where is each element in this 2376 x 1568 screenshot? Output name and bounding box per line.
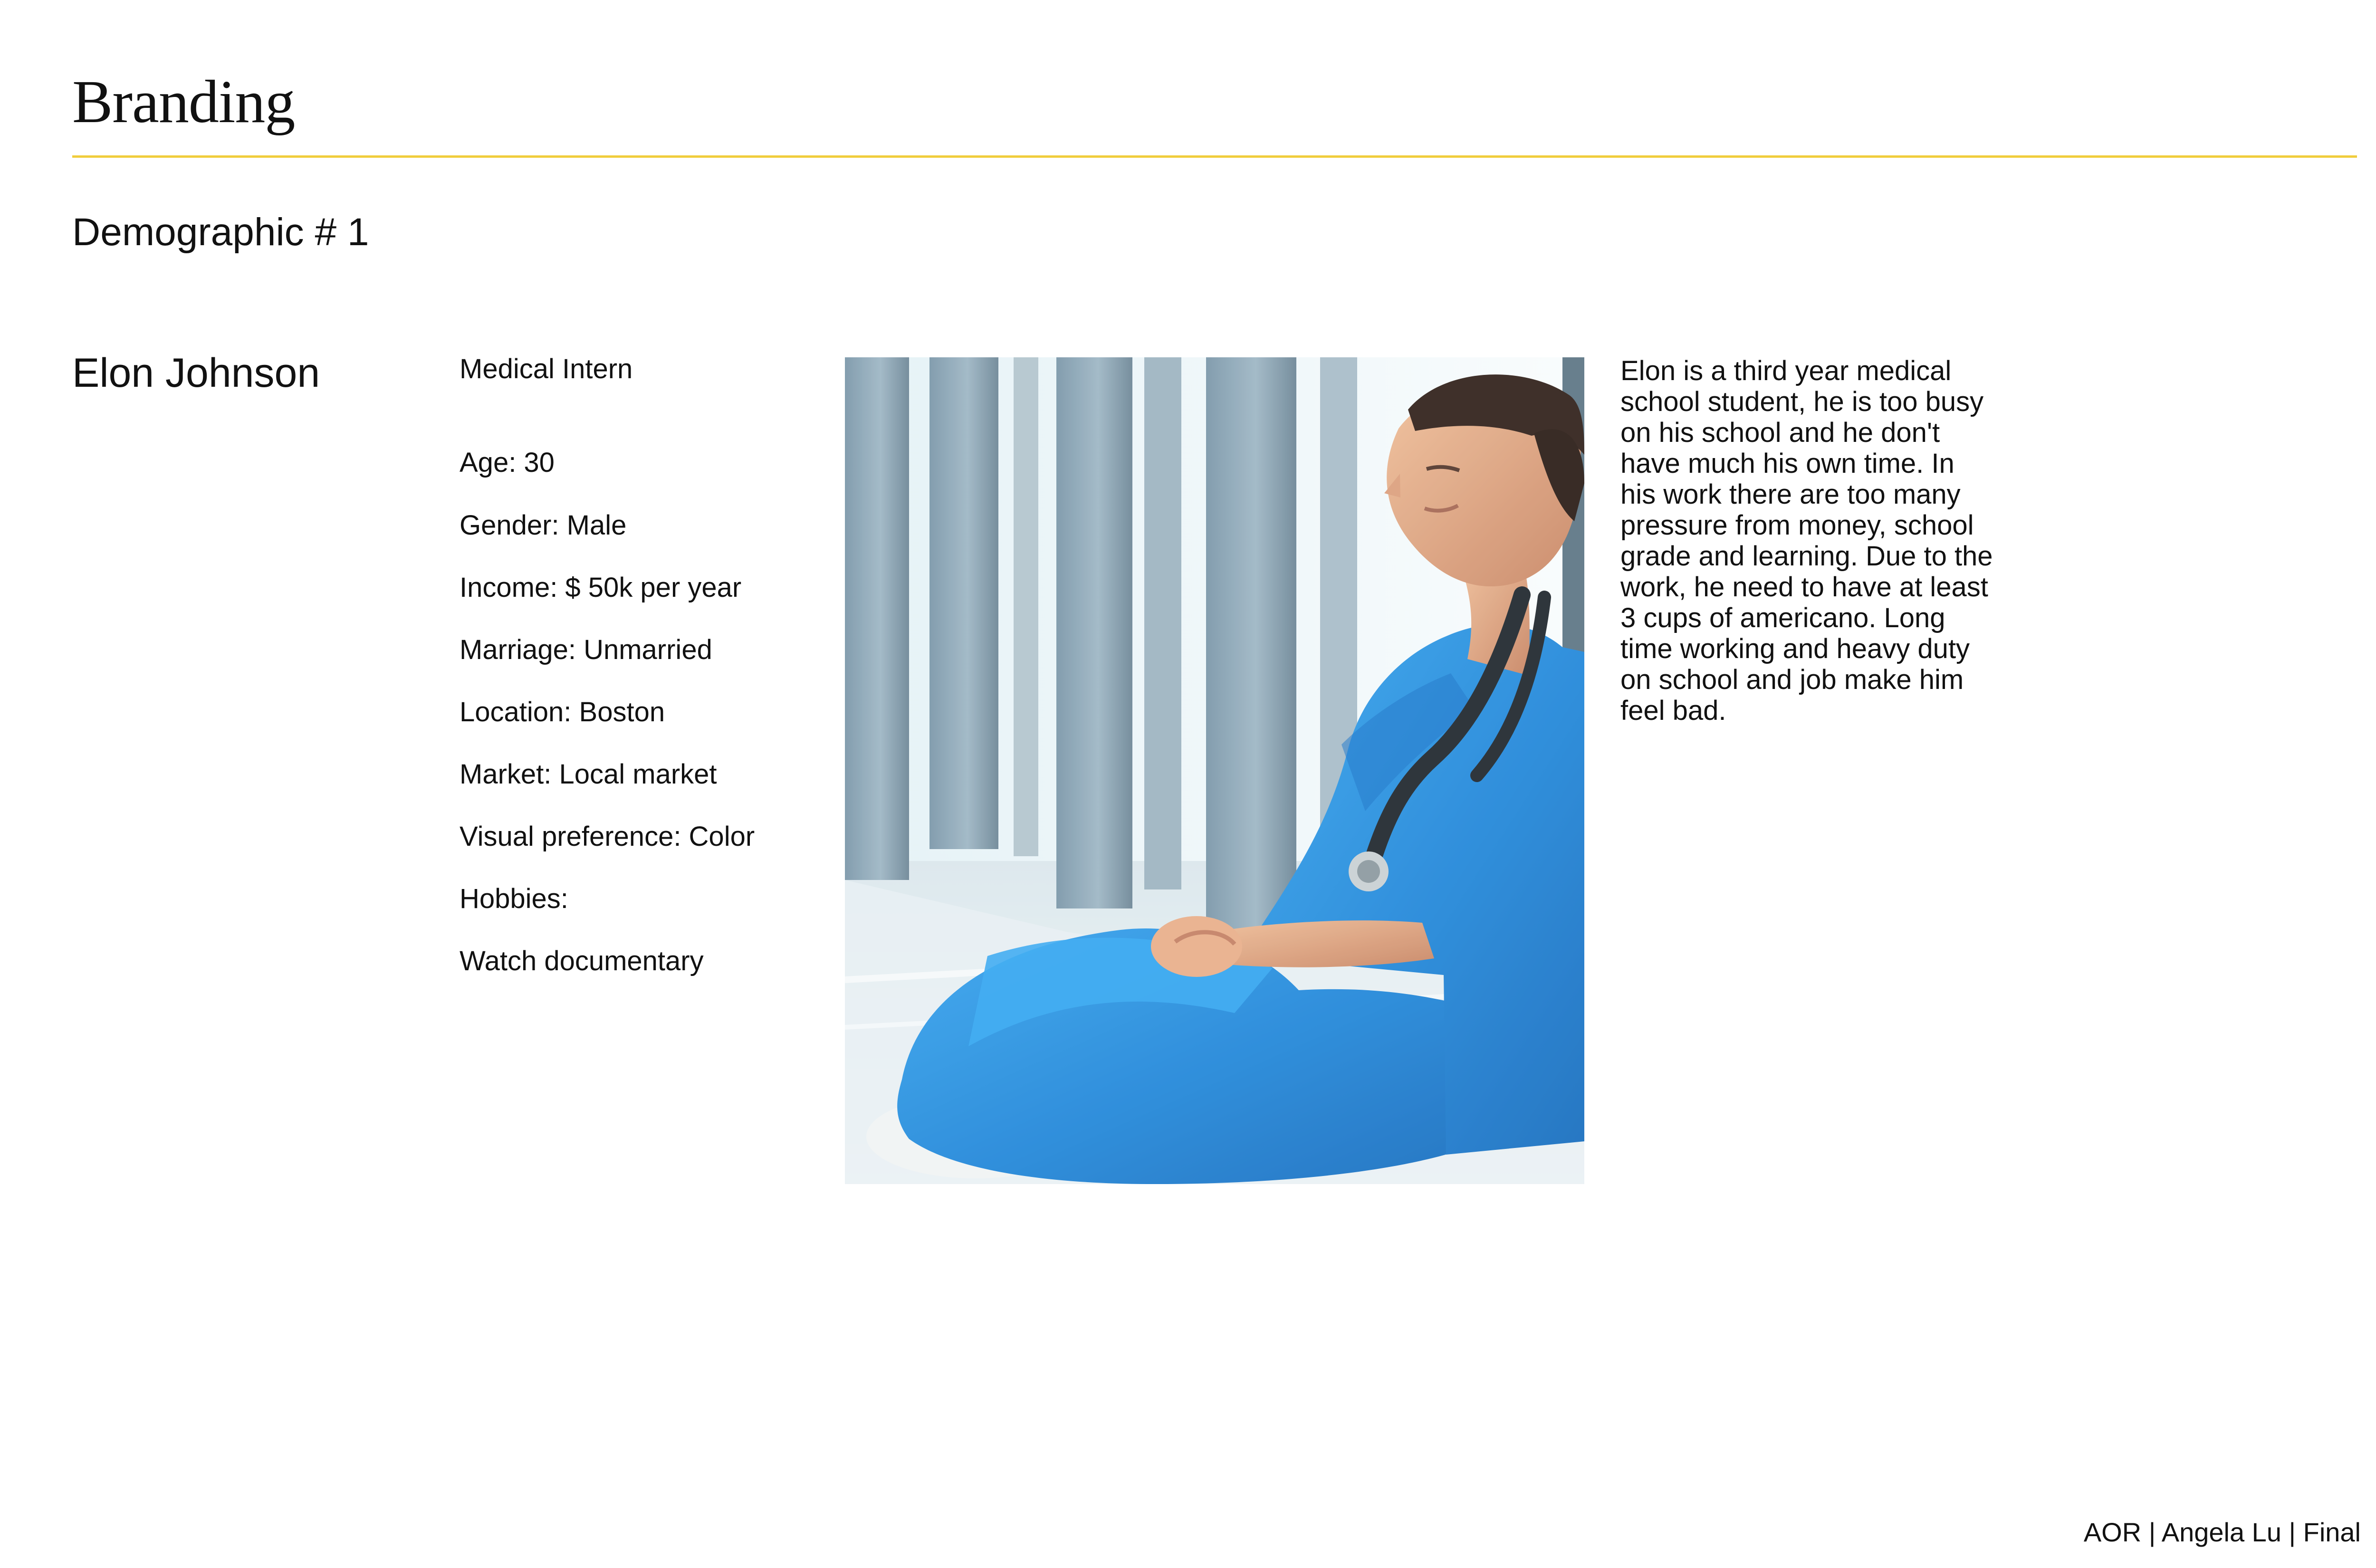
detail-visual-preference: Visual preference: Color xyxy=(460,821,755,852)
detail-hobby-value: Watch documentary xyxy=(460,946,704,976)
detail-age: Age: 30 xyxy=(460,447,555,478)
page-title: Branding xyxy=(72,68,295,135)
section-title: Demographic # 1 xyxy=(72,210,369,254)
persona-role: Medical Intern xyxy=(460,354,633,384)
detail-marriage: Marriage: Unmarried xyxy=(460,634,712,665)
persona-bio: Elon is a third year medical school student, he is too busy on his school and he don't have much his own time. In his work there are too many pressure from money, school grade and learning. Due to the work, he need to have at least 3 cups of americano. Long time working and heavy duty on school and job make him feel bad. xyxy=(1620,355,1993,726)
detail-income: Income: $ 50k per year xyxy=(460,572,742,603)
persona-name: Elon Johnson xyxy=(72,350,320,396)
footer-credit: AOR | Angela Lu | Final xyxy=(2083,1517,2361,1547)
title-divider xyxy=(72,155,2357,158)
detail-market: Market: Local market xyxy=(460,759,717,790)
detail-location: Location: Boston xyxy=(460,697,665,727)
persona-photo xyxy=(845,357,1584,1184)
detail-gender: Gender: Male xyxy=(460,510,627,541)
detail-hobbies-label: Hobbies: xyxy=(460,883,568,914)
